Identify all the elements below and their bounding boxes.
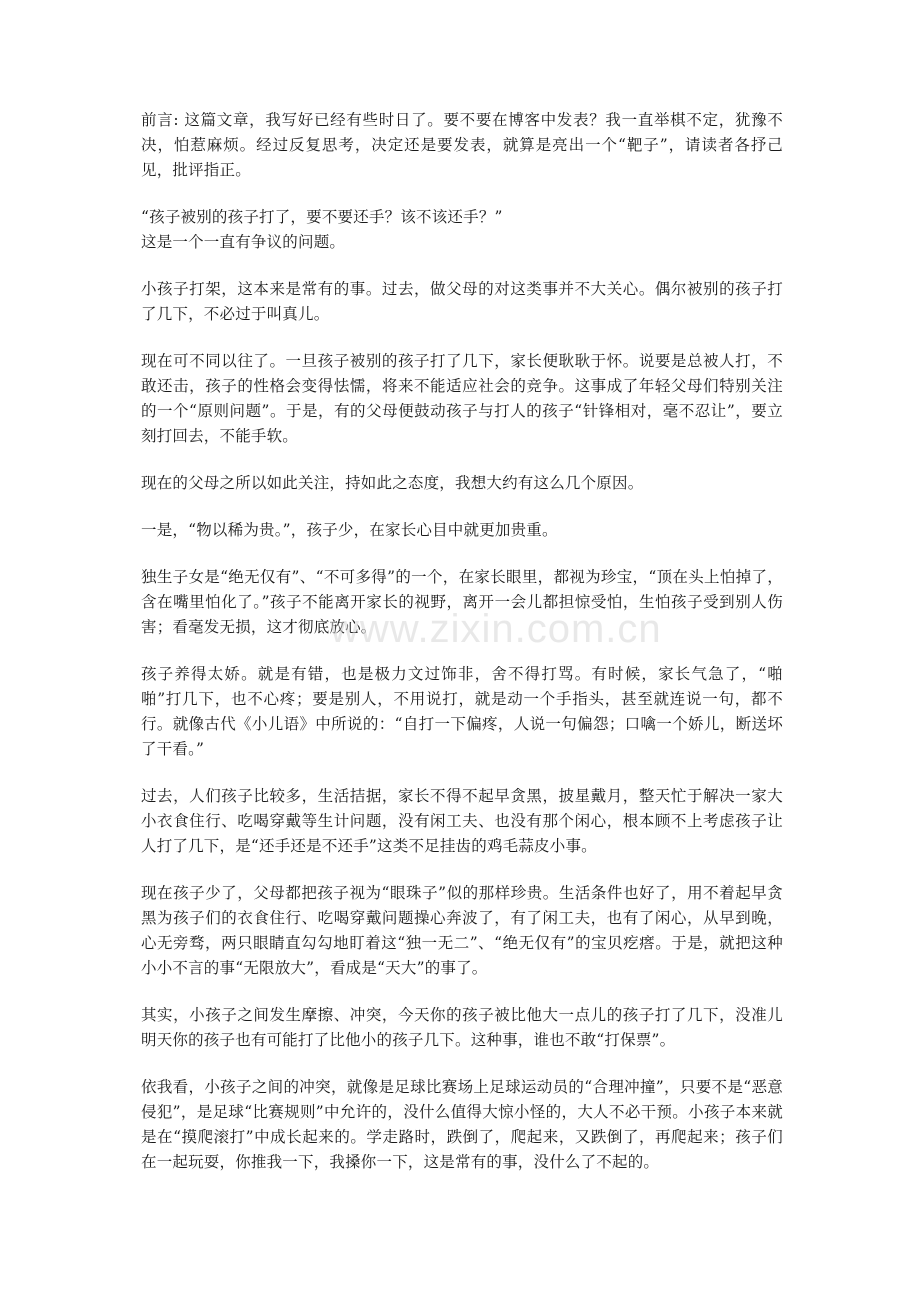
paragraph-line: 现在孩子少了，父母都把孩子视为“眼珠子”似的那样珍贵。生活条件也好了，用不着起早贪黑为孩子们的衣食住行、吃喝穿戴问题操心奔波了，有了闲工夫，也有了闲心，从早到晚，心无旁骛，两只眼睛直勾勾地盯着这“独一无二”、“绝无仅有”的宝贝疙瘩。于是，就把这种小小不言的事“无限放大”，看成是“天大”的事了。 [141, 884, 783, 977]
paragraph [141, 518, 783, 543]
paragraph-line: 一是，“物以稀为贵。”，孩子少，在家长心目中就更加贵重。 [141, 521, 558, 539]
paragraph [141, 662, 783, 762]
paragraph-line: 现在的父母之所以如此关注，持如此之态度，我想大约有这么几个原因。 [141, 474, 644, 492]
paragraph [141, 565, 783, 640]
paragraph-line: 依我看，小孩子之间的冲突，就像是足球比赛场上足球运动员的“合理冲撞”，只要不是“恶意侵犯”，是足球“比赛规则”中允许的，没什么值得大惊小怪的，大人不必干预。小孩子本来就是在“摸爬滚打”中成长起来的。学走路时，跌倒了，爬起来，又跌倒了，再爬起来；孩子们在一起玩耍，你推我一下，我搡你一下，这是常有的事，没什么了不起的。 [141, 1078, 783, 1171]
paragraph-preface [141, 108, 783, 183]
paragraph-line: 独生子女是“绝无仅有”、“不可多得”的一个，在家长眼里，都视为珍宝，“顶在头上怕掉了，含在嘴里怕化了。”孩子不能离开家长的视野，离开一会儿都担惊受怕，生怕孩子受到别人伤害；看毫发无损，这才彻底放心。 [141, 568, 783, 636]
paragraph-line: 前言: 这篇文章，我写好已经有些时日了。要不要在博客中发表？我一直举棋不定，犹豫不决，怕惹麻烦。经过反复思考，决定还是要发表，就算是亮出一个“靶子”，请读者各抒己见，批评指正。 [141, 111, 783, 179]
document-body [141, 108, 783, 1197]
paragraph-line: 过去，人们孩子比较多，生活拮据，家长不得不起早贪黑，披星戴月，整天忙于解决一家大小衣食住行、吃喝穿戴等生计问题，没有闲工夫、也没有那个闲心，根本顾不上考虑孩子让人打了几下，是“还手还是不还手”这类不足挂齿的鸡毛蒜皮小事。 [141, 787, 783, 855]
paragraph [141, 471, 783, 496]
paragraph [141, 1003, 783, 1053]
paragraph-line: 现在可不同以往了。一旦孩子被别的孩子打了几下，家长便耿耿于怀。说要是总被人打，不敢还击，孩子的性格会变得怯懦，将来不能适应社会的竞争。这事成了年轻父母们特别关注的一个“原则问题”。于是，有的父母便鼓动孩子与打人的孩子“针锋相对，毫不忍让”，要立刻打回去，不能手软。 [141, 352, 783, 445]
paragraph [141, 1075, 783, 1175]
paragraph [141, 277, 783, 327]
watermark: www.zixin.com.cn [330, 607, 662, 651]
paragraph-line: 这是一个一直有争议的问题。 [141, 233, 346, 251]
paragraph-line: “孩子被别的孩子打了，要不要还手？该不该还手？” [141, 208, 503, 226]
paragraph [141, 349, 783, 449]
paragraph-line: 小孩子打架，这本来是常有的事。过去，做父母的对这类事并不大关心。偶尔被别的孩子打了几下，不必过于叫真儿。 [141, 280, 783, 323]
paragraph [141, 881, 783, 981]
paragraph-line: 其实，小孩子之间发生摩擦、冲突，今天你的孩子被比他大一点儿的孩子打了几下，没准儿明天你的孩子也有可能打了比他小的孩子几下。这种事，谁也不敢“打保票”。 [141, 1006, 783, 1049]
paragraph-line: 孩子养得太娇。就是有错，也是极力文过饰非，舍不得打骂。有时候，家长气急了，“啪啪”打几下，也不心疼；要是别人，不用说打，就是动一个手指头，甚至就连说一句，都不行。就像古代《小儿语》中所说的：“自打一下偏疼，人说一句偏怨；口噙一个娇儿，断送坏了干看。” [141, 665, 783, 758]
paragraph-question [141, 205, 783, 255]
paragraph [141, 784, 783, 859]
